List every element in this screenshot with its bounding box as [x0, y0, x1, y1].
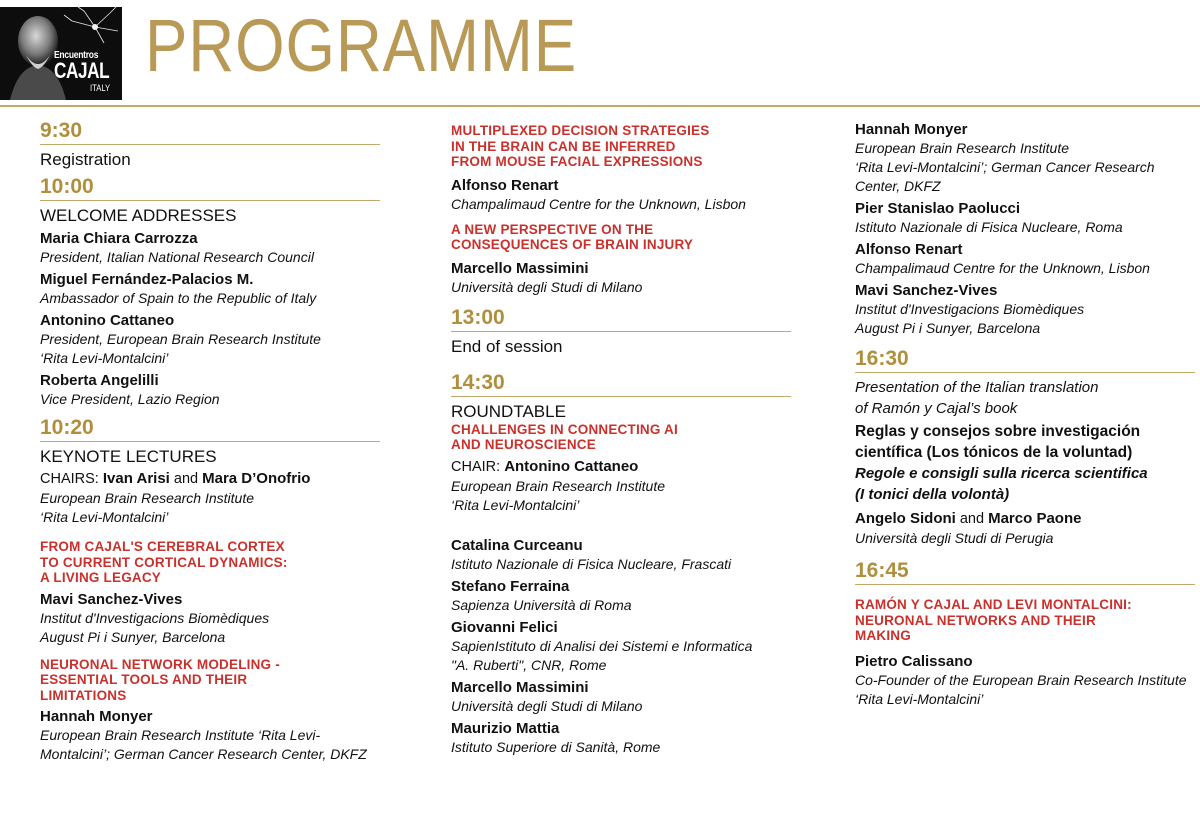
speaker [451, 536, 791, 574]
speaker-affiliation: Università degli Studi di Milano [451, 278, 643, 295]
speaker-affiliation: European Brain Research Institute [855, 140, 1070, 156]
logo-encuentros: Encuentros [54, 50, 99, 61]
speaker-affiliation: Ambassador of Spain to the Republic of Italy [40, 290, 317, 306]
talk-title-line: A NEW PERSPECTIVE ON THE [451, 221, 654, 237]
speaker-affiliation: Center, DKFZ [855, 178, 941, 194]
presentation-intro: Presentation of the Italian translation [855, 379, 1099, 396]
speaker-affiliation: President, European Brain Research Institute [40, 331, 321, 347]
speaker-affiliation: Istituto Nazionale di Fisica Nucleare, Frascati [451, 555, 732, 572]
talk-title [451, 422, 791, 453]
speaker-name: Pietro Calissano [855, 652, 973, 670]
header-divider [0, 105, 1200, 107]
book-title-spanish: científica (Los tónicos de la voluntad) [855, 444, 1133, 461]
speaker-name: Hannah Monyer [40, 708, 153, 725]
speaker [451, 618, 791, 675]
speaker [40, 371, 380, 409]
speaker-affiliation: Istituto Superiore di Sanità, Rome [451, 738, 661, 755]
speaker-affiliation: August Pi i Sunyer, Barcelona [40, 628, 226, 645]
presenter-affiliation: Università degli Studi di Perugia [855, 530, 1054, 546]
speaker-affiliation: ‘Rita Levi-Montalcini’ [40, 350, 169, 366]
talk-title-line: NEURONAL NETWORK MODELING - [40, 656, 280, 672]
speaker [40, 229, 380, 267]
talk-title-line: MULTIPLEXED DECISION STRATEGIES [451, 123, 710, 138]
book-title-italian: (I tonici della volontà) [855, 486, 1010, 503]
encuentros-cajal-logo [0, 7, 122, 100]
talk-title-line: LIMITATIONS [40, 687, 127, 703]
chair-prefix: CHAIR: [451, 458, 501, 475]
speaker [451, 678, 791, 716]
talk-title-line: FROM CAJAL'S CEREBRAL CORTEX [40, 539, 285, 554]
chair-affiliation: European Brain Research Institute [451, 477, 666, 494]
talk-title-line: A LIVING LEGACY [40, 570, 162, 585]
session-label: WELCOME ADDRESSES [40, 206, 237, 225]
speaker-affiliation: SapienIstituto di Analisi dei Sistemi e Informatica [451, 637, 753, 654]
column-3 [855, 118, 1195, 709]
talk-title-line: FROM MOUSE FACIAL EXPRESSIONS [451, 154, 703, 169]
talk-title [40, 539, 380, 586]
speaker-name: Antonino Cattaneo [40, 312, 175, 329]
time-slot-0930 [40, 118, 380, 145]
speaker-affiliation: Champalimaud Centre for the Unknown, Lisbon [451, 195, 746, 212]
speaker-name: Pier Stanislao Paolucci [855, 200, 1021, 217]
logo-italy: ITALY [90, 83, 111, 93]
speaker [451, 577, 791, 615]
speaker-name: Hannah Monyer [855, 121, 968, 138]
speaker-name: Alfonso Renart [451, 176, 559, 194]
speaker-affiliation: Co-Founder of the European Brain Research Institute [855, 671, 1187, 688]
speaker-affiliation: President, Italian National Research Council [40, 249, 314, 265]
chair-affiliation: ‘Rita Levi-Montalcini’ [40, 509, 169, 525]
session-label: End of session [451, 336, 563, 356]
chair-name: Antonino Cattaneo [504, 457, 639, 475]
talk-title-line: CHALLENGES IN CONNECTING AI [451, 421, 678, 437]
time-label: 16:30 [855, 347, 909, 370]
talk-title-line: MAKING [855, 628, 911, 643]
time-label: 9:30 [40, 119, 83, 142]
speaker-name: Giovanni Felici [451, 618, 558, 636]
speaker-affiliation: Montalcini’; German Cancer Research Center, DKFZ [40, 746, 367, 762]
chairs-line [40, 469, 380, 489]
speaker [855, 120, 1195, 196]
column-2 [451, 118, 791, 757]
speaker-affiliation: ‘Rita Levi-Montalcini’; German Cancer Research [855, 159, 1155, 175]
speaker-name: Maurizio Mattia [451, 719, 560, 737]
speaker-name: Alfonso Renart [855, 241, 963, 258]
talk-title-line: CONSEQUENCES OF BRAIN INJURY [451, 237, 694, 252]
spacer [451, 515, 791, 533]
speaker-name: Mavi Sanchez-Vives [40, 590, 183, 608]
speaker-name: Catalina Curceanu [451, 536, 583, 554]
time-slot-1645 [855, 558, 1195, 585]
presenters-line [855, 509, 1195, 529]
chair-name: Ivan Arisi [102, 470, 170, 487]
speaker-affiliation: August Pi i Sunyer, Barcelona [855, 320, 1041, 336]
header [0, 0, 1200, 106]
talk-title-line: AND NEUROSCIENCE [451, 437, 596, 452]
conjunction: and [959, 511, 985, 527]
speaker [40, 311, 380, 368]
speaker-name: Miguel Fernández-Palacios M. [40, 271, 254, 288]
speaker-affiliation: Sapienza Università di Roma [451, 596, 632, 613]
speaker-affiliation: "A. Ruberti", CNR, Rome [451, 656, 607, 673]
speaker-name: Marcello Massimini [451, 678, 589, 696]
time-label: 13:00 [451, 305, 505, 329]
talk-title [855, 597, 1195, 644]
speaker-affiliation: European Brain Research Institute ‘Rita Levi- [40, 727, 321, 743]
presenter-name: Angelo Sidoni [855, 510, 956, 527]
time-label: 10:20 [40, 416, 94, 439]
session-label: KEYNOTE LECTURES [40, 447, 217, 466]
time-label: 16:45 [855, 559, 909, 582]
speaker-name: Marcello Massimini [451, 259, 589, 277]
presentation-intro: of Ramón y Cajal’s book [855, 400, 1018, 417]
speaker-affiliation: Università degli Studi di Milano [451, 697, 643, 714]
speaker [855, 199, 1195, 237]
talk-title-line: IN THE BRAIN CAN BE INFERRED [451, 138, 676, 154]
chair-name: Mara D’Onofrio [202, 470, 311, 487]
speaker-affiliation: Institut d'Investigacions Biomèdiques [40, 609, 270, 626]
time-slot-1630 [855, 346, 1195, 373]
speaker-affiliation: Vice President, Lazio Region [40, 391, 220, 407]
talk-title-line: NEURONAL NETWORKS AND THEIR [855, 612, 1096, 628]
conjunction: and [173, 471, 199, 487]
talk-title [40, 657, 380, 704]
time-slot-1430 [451, 370, 791, 397]
talk-title-line: ESSENTIAL TOOLS AND THEIR [40, 672, 248, 687]
speaker [451, 719, 791, 757]
speaker-affiliation: ‘Rita Levi-Montalcini’ [855, 690, 984, 707]
time-label: 10:00 [40, 175, 94, 198]
speaker-name: Roberta Angelilli [40, 372, 159, 389]
time-slot-1020 [40, 415, 380, 442]
talk-title-line: RAMÓN Y CAJAL AND LEVI MONTALCINI: [855, 597, 1132, 612]
talk-title [451, 123, 791, 170]
book-title-spanish: Reglas y consejos sobre investigación [855, 423, 1141, 440]
session-label: ROUNDTABLE [451, 401, 566, 421]
presenter-name: Marco Paone [988, 510, 1082, 527]
talk-title-line: TO CURRENT CORTICAL DYNAMICS: [40, 554, 288, 570]
chair-affiliation: European Brain Research Institute [40, 490, 255, 506]
speaker-affiliation: Istituto Nazionale di Fisica Nucleare, Roma [855, 219, 1123, 235]
talk-title [451, 222, 791, 253]
speaker-name: Mavi Sanchez-Vives [855, 282, 998, 299]
logo-cajal: CAJAL [54, 58, 110, 83]
book-title-italian: Regole e consigli sulla ricerca scientifica [855, 465, 1148, 482]
chair-line [451, 457, 791, 477]
speaker-name: Maria Chiara Carrozza [40, 230, 198, 247]
column-1 [40, 118, 380, 764]
time-slot-1000 [40, 174, 380, 201]
speaker [855, 240, 1195, 278]
speaker [855, 281, 1195, 338]
page-title: PROGRAMME [145, 4, 578, 87]
speaker-name: Stefano Ferraina [451, 577, 570, 595]
speaker-affiliation: Champalimaud Centre for the Unknown, Lisbon [855, 260, 1150, 276]
speaker-affiliation: Institut d'Investigacions Biomèdiques [855, 301, 1085, 317]
session-label: Registration [40, 150, 131, 169]
chairs-prefix: CHAIRS: [40, 471, 99, 487]
speaker [40, 270, 380, 308]
time-slot-1300 [451, 305, 791, 332]
time-label: 14:30 [451, 370, 505, 394]
chair-affiliation: ‘Rita Levi-Montalcini’ [451, 496, 580, 513]
